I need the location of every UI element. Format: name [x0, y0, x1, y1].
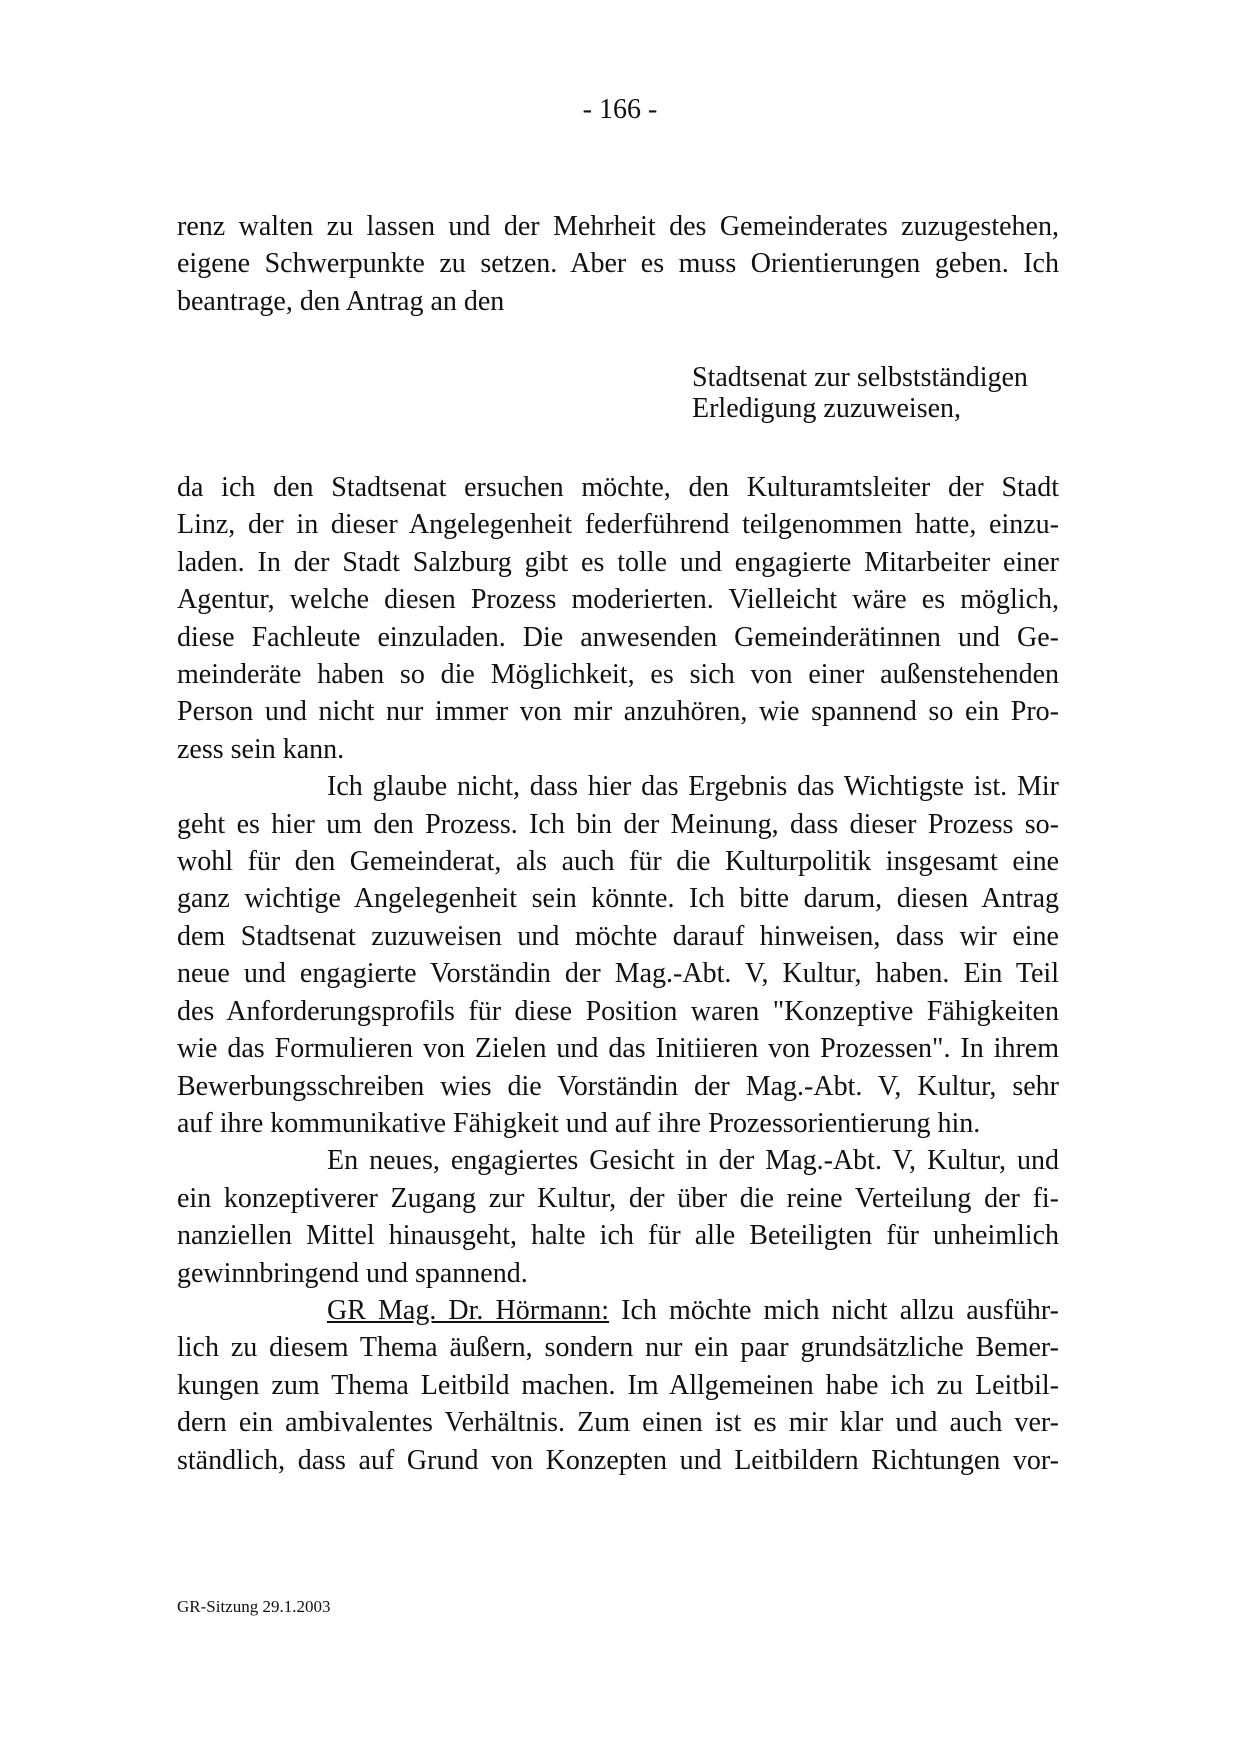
text-line: meinderäte haben so die Möglichkeit, es sich von einer außenstehenden [177, 659, 1059, 691]
paragraph-2 [177, 768, 1059, 1142]
text-line: Bewerbungsschreiben wies die Vorständin der Mag.-Abt. V, Kultur, sehr [177, 1070, 1059, 1102]
text-line: ständlich, dass auf Grund von Konzepten und Leitbildern Richtungen vor- [177, 1444, 1059, 1476]
paragraph-3 [177, 1142, 1059, 1292]
text-line: Ich glaube nicht, dass hier das Ergebnis das Wichtigste ist. Mir [327, 771, 1059, 803]
text-line: diese Fachleute einzuladen. Die anwesenden Gemeinderätinnen und Ge- [177, 621, 1059, 653]
text-line: Person und nicht nur immer von mir anzuhören, wie spannend so ein Pro- [177, 696, 1059, 728]
paragraph-4 [177, 1292, 1059, 1479]
paragraph-1 [177, 469, 1059, 768]
speech-start: Ich möchte mich nicht allzu ausführ- [609, 1294, 1059, 1326]
text-line: zess sein kann. [177, 733, 345, 765]
text-line: gewinnbringend und spannend. [177, 1257, 528, 1289]
text-line: renz walten zu lassen und der Mehrheit des Gemeinderates zuzugestehen, [177, 211, 1059, 242]
text-line: beantrage, den Antrag an den [177, 285, 505, 317]
text-line: dern ein ambivalentes Verhältnis. Zum einen ist es mir klar und auch ver- [177, 1407, 1059, 1439]
text-line: dem Stadtsenat zuzuweisen und möchte darauf hinweisen, dass wir eine [177, 920, 1059, 952]
motion-line: Erledigung zuzuweisen, [692, 393, 962, 424]
text-line: neue und engagierte Vorständin der Mag.-Abt. V, Kultur, haben. Ein Teil [177, 958, 1059, 990]
text-line: des Anforderungsprofils für diese Position waren "Konzeptive Fähigkeiten [177, 995, 1059, 1027]
motion-line: Stadtsenat zur selbstständigen [692, 362, 1028, 393]
text-line: ganz wichtige Angelegenheit sein könnte. Ich bitte darum, diesen Antrag [177, 883, 1059, 915]
text-line: eigene Schwerpunkte zu setzen. Aber es muss Orientierungen geben. Ich [177, 248, 1059, 280]
page-number: - 166 - [582, 94, 658, 125]
footer-session-date: GR-Sitzung 29.1.2003 [177, 1597, 331, 1616]
text-line: wohl für den Gemeinderat, als auch für die Kulturpolitik insgesamt eine [177, 846, 1059, 878]
speaker-name: GR Mag. Dr. Hörmann: [327, 1294, 610, 1326]
motion-block [692, 362, 1028, 424]
intro-paragraph [177, 208, 1059, 320]
text-line: nanziellen Mittel hinausgeht, halte ich für alle Beteiligten für unheimlich [177, 1220, 1059, 1252]
text-line: geht es hier um den Prozess. Ich bin der Meinung, dass dieser Prozess so- [177, 808, 1059, 840]
text-line: auf ihre kommunikative Fähigkeit und auf ihre Prozessorientierung hin. [177, 1107, 981, 1139]
text-line: da ich den Stadtsenat ersuchen möchte, den Kulturamtsleiter der Stadt [177, 472, 1059, 503]
text-line: Linz, der in dieser Angelegenheit federführend teilgenommen hatte, einzu- [177, 509, 1059, 541]
text-line: ein konzeptiverer Zugang zur Kultur, der über die reine Verteilung der fi- [177, 1182, 1059, 1214]
text-line: lich zu diesem Thema äußern, sondern nur ein paar grundsätzliche Bemer- [177, 1332, 1059, 1364]
speech-body [177, 469, 1059, 1479]
text-line: En neues, engagiertes Gesicht in der Mag.-Abt. V, Kultur, und [327, 1145, 1059, 1177]
text-line: Agentur, welche diesen Prozess moderierten. Vielleicht wäre es möglich, [177, 584, 1059, 616]
text-line: kungen zum Thema Leitbild machen. Im Allgemeinen habe ich zu Leitbil- [177, 1369, 1059, 1401]
text-line: wie das Formulieren von Zielen und das Initiieren von Prozessen". In ihrem [177, 1033, 1059, 1065]
text-line: laden. In der Stadt Salzburg gibt es tolle und engagierte Mitarbeiter einer [177, 546, 1059, 578]
text-line [177, 1292, 1059, 1329]
